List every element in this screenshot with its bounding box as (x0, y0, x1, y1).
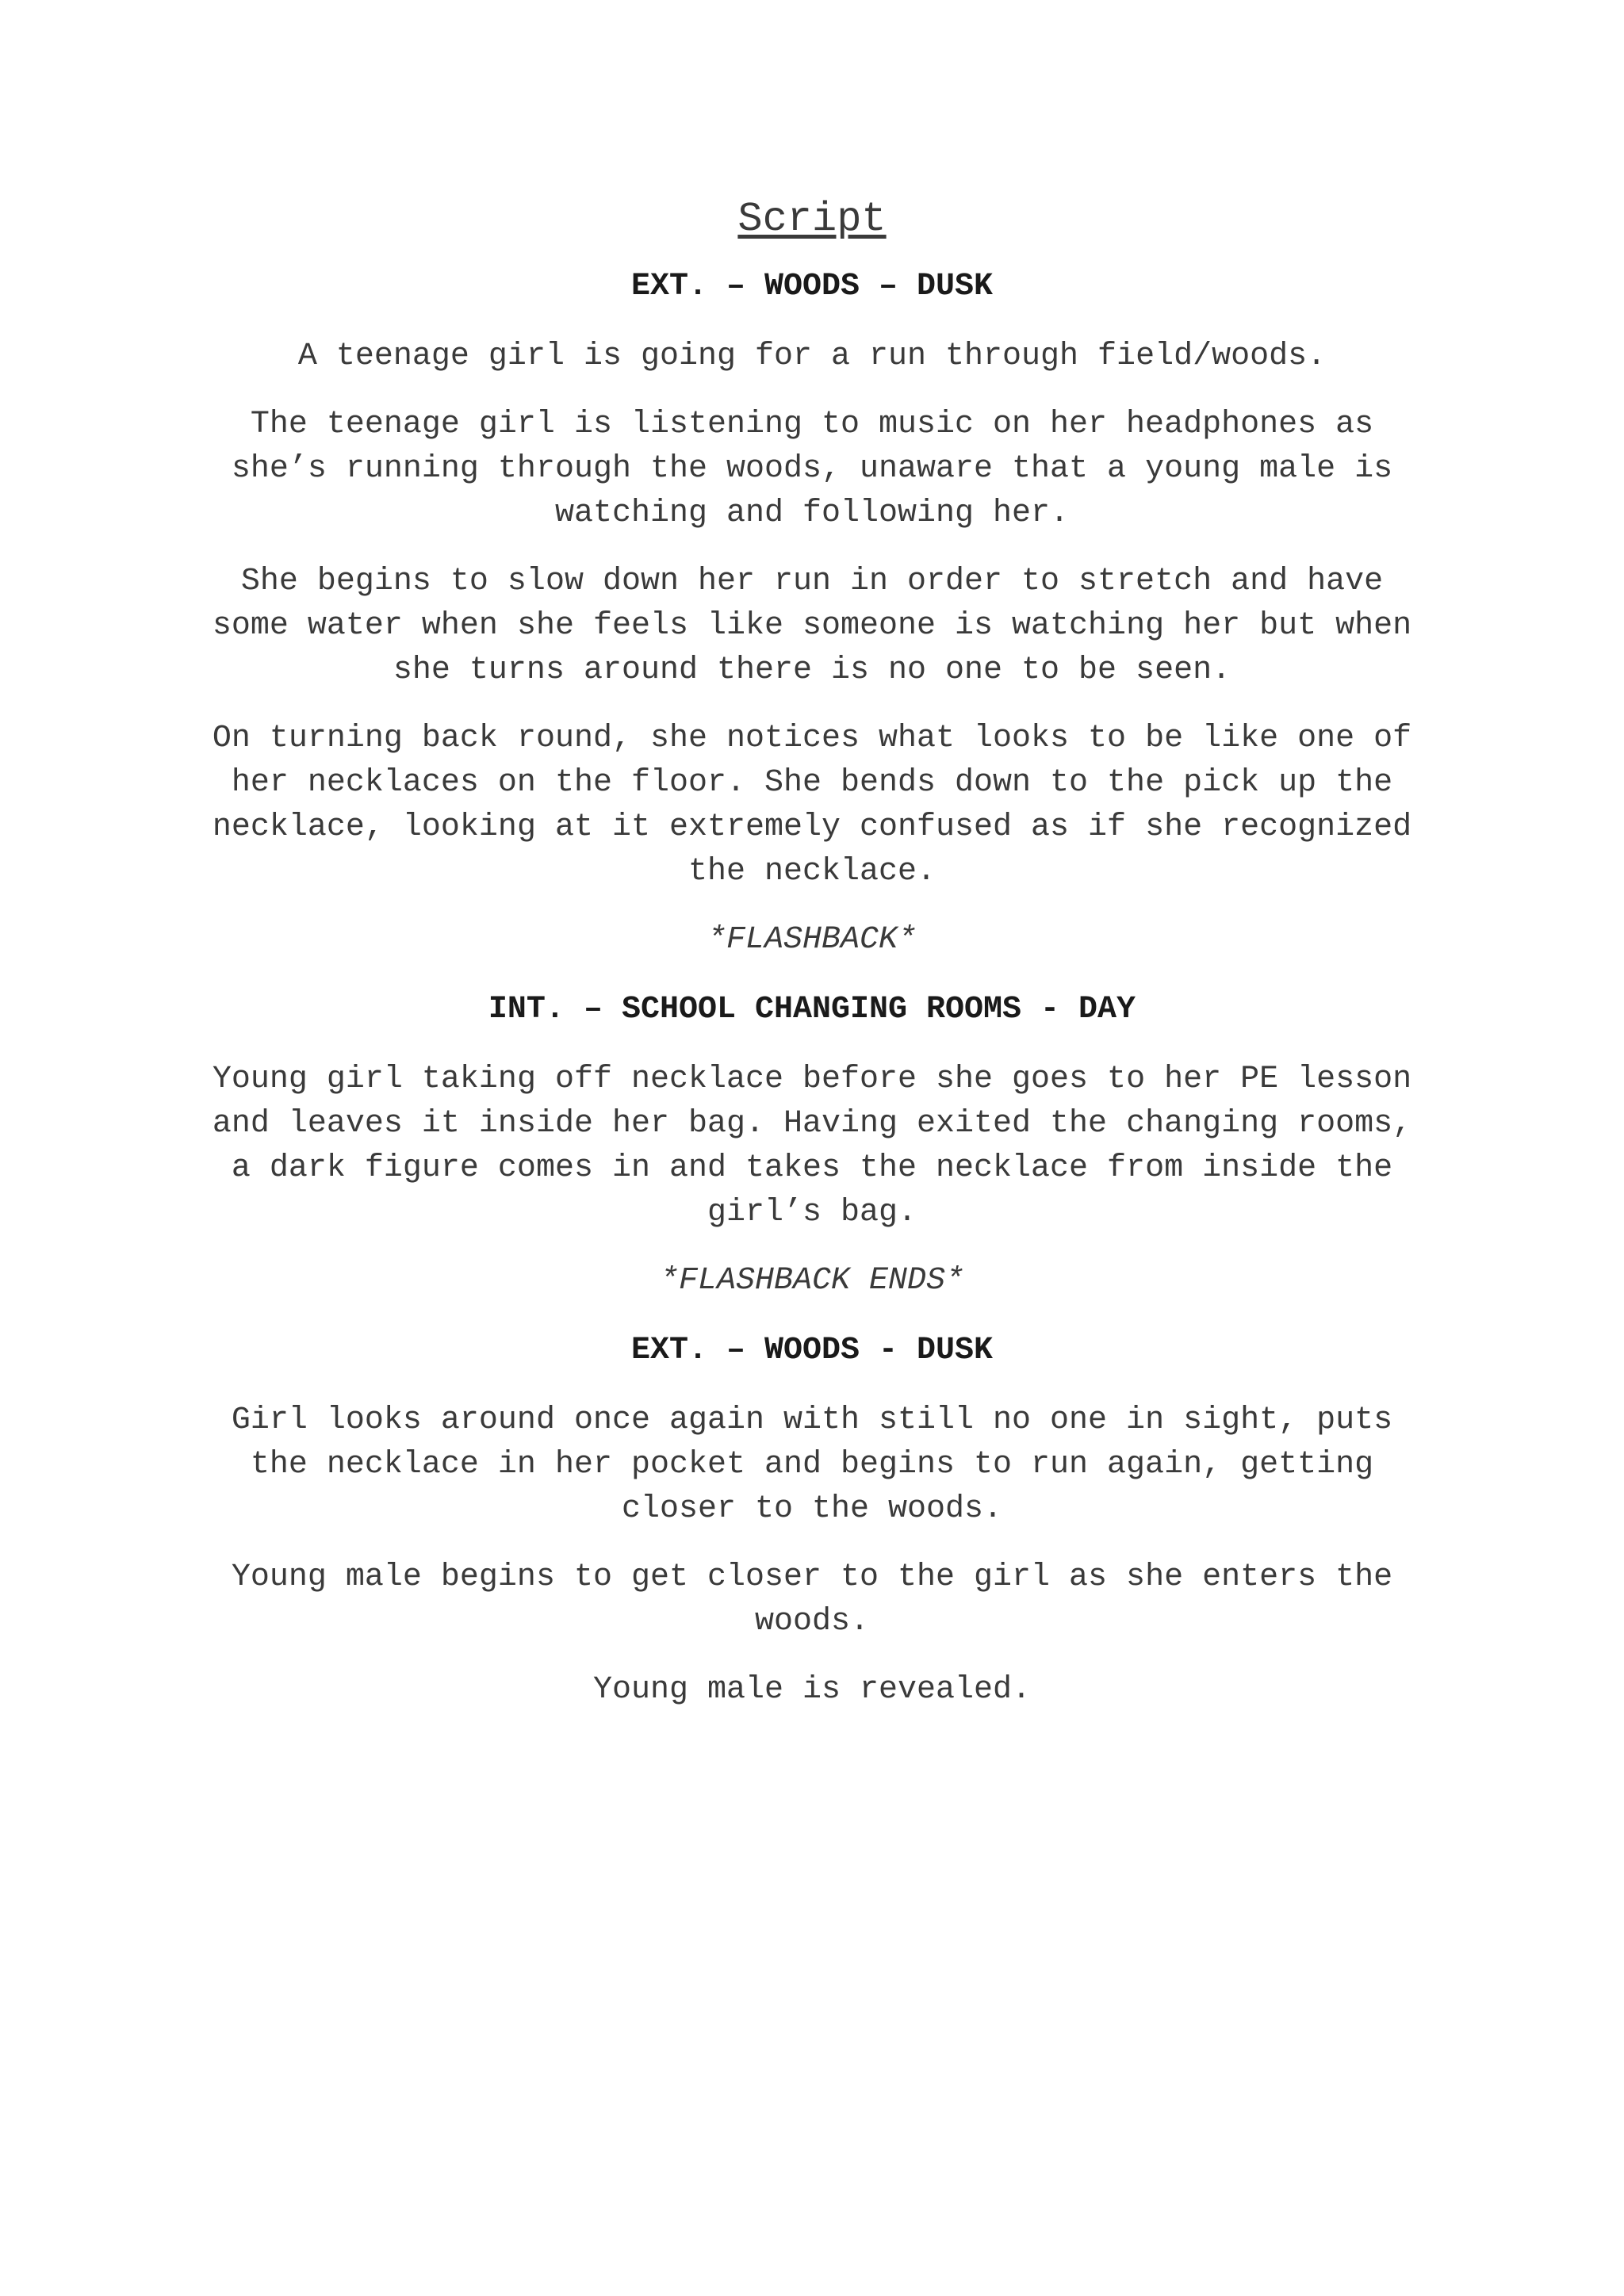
action-paragraph: Girl looks around once again with still no one in sight, puts the necklace in her pocket and begins to run again, getting closer to the woods. (231, 1402, 1393, 1527)
scene-heading: EXT. – WOODS - DUSK (630, 1333, 994, 1368)
flashback-end-marker: *FLASHBACK ENDS* (659, 1263, 965, 1299)
action-paragraph: The teenage girl is listening to music on her headphones as she’s running through the woods, unaware that a young male is watching and following her. (231, 407, 1393, 531)
action-paragraph: A teenage girl is going for a run through field/woods. (297, 339, 1327, 374)
page-title: Script (737, 196, 887, 243)
action-paragraph: Young male is revealed. (592, 1672, 1032, 1708)
script-content (208, 193, 1416, 1736)
action-paragraph: Young girl taking off necklace before she goes to her PE lesson and leaves it inside her bag. Having exited the changing rooms, a dark figure comes in and takes the necklace from inside the girl’s bag. (212, 1062, 1412, 1230)
scene-heading: EXT. – WOODS – DUSK (630, 269, 994, 304)
flashback-marker: *FLASHBACK* (707, 922, 917, 958)
scene-heading: INT. – SCHOOL CHANGING ROOMS - DAY (488, 992, 1136, 1027)
action-paragraph: She begins to slow down her run in order to stretch and have some water when she feels like someone is watching her but when she turns around there is no one to be seen. (212, 564, 1412, 688)
action-paragraph: Young male begins to get closer to the girl as she enters the woods. (231, 1559, 1393, 1640)
action-paragraph: On turning back round, she notices what looks to be like one of her necklaces on the floor. She bends down to the pick up the necklace, looking at it extremely confused as if she recognized the necklace. (212, 721, 1412, 890)
